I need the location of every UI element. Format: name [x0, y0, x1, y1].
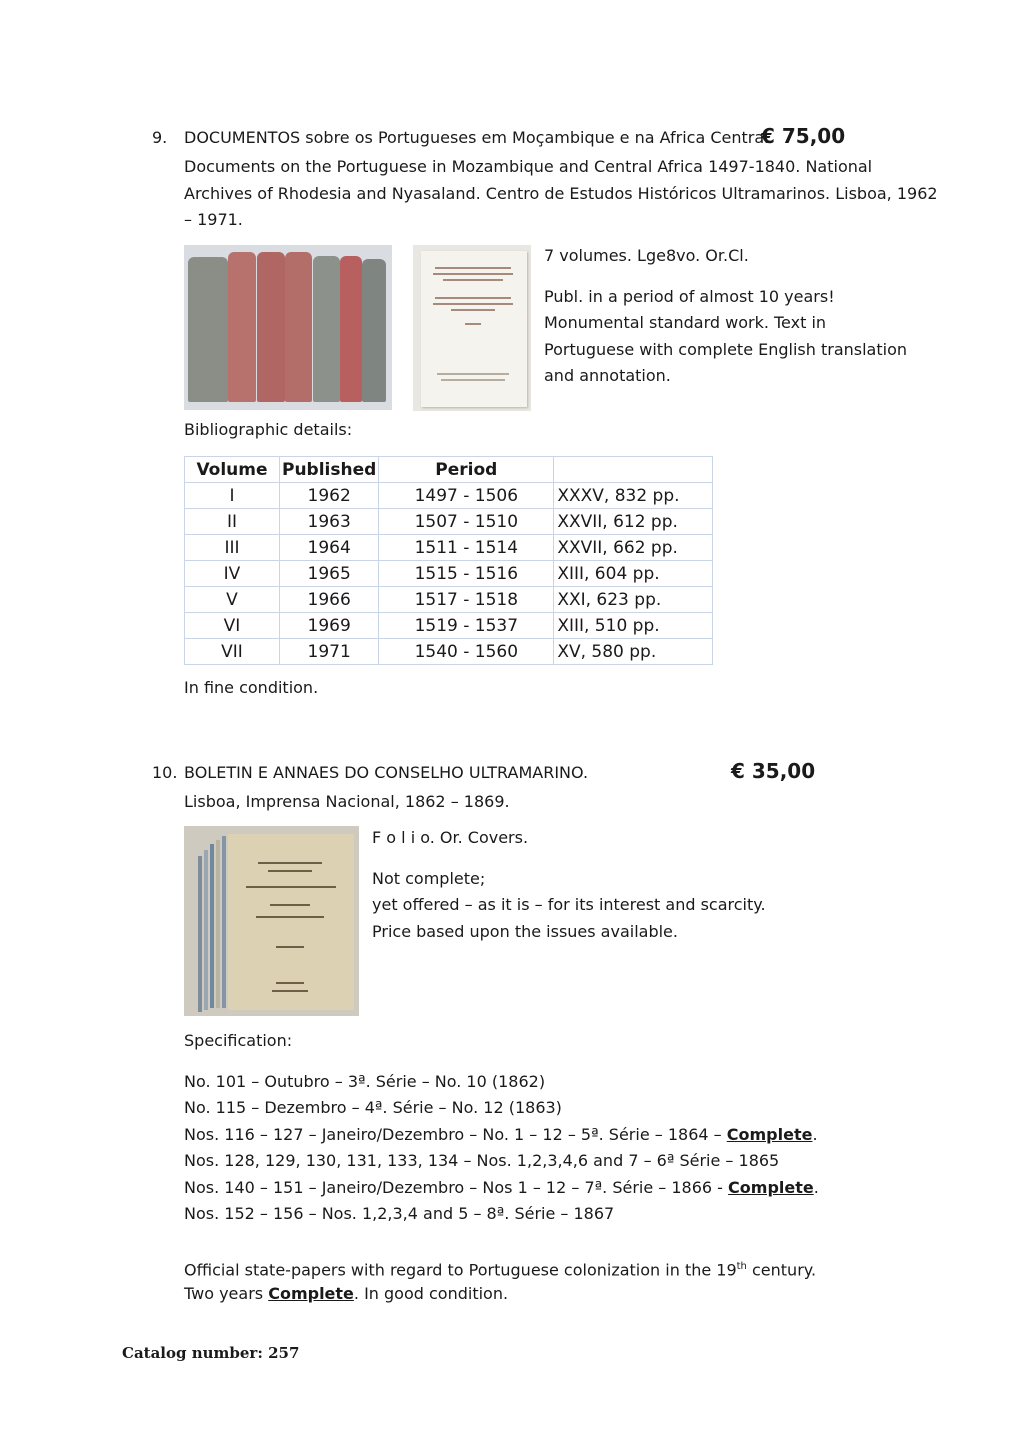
cell-volume: IV: [185, 561, 280, 587]
col-header-pages: [554, 457, 713, 483]
cell-volume: VII: [185, 639, 280, 665]
cell-pages: XXXV, 832 pp.: [554, 483, 713, 509]
cell-volume: II: [185, 509, 280, 535]
complete-mark: Complete: [268, 1284, 354, 1303]
spec-line-5: [184, 1175, 819, 1201]
item-9-title: DOCUMENTOS sobre os Portugueses em Moçambique e na Africa Central.: [184, 128, 774, 147]
item-9-number: 9.: [152, 128, 168, 147]
closing-line-2-end: . In good condition.: [353, 1284, 509, 1303]
catalog-number: Catalog number: 257: [122, 1344, 300, 1362]
table-row: [185, 613, 713, 639]
col-header-period: Period: [379, 457, 554, 483]
item-10-format: F o l i o. Or. Covers.: [372, 828, 529, 847]
cell-pages: XIII, 604 pp.: [554, 561, 713, 587]
table-row: [185, 535, 713, 561]
item-9-format: 7 volumes. Lge8vo. Or.Cl.: [544, 246, 749, 265]
spec-line-2: No. 115 – Dezembro – 4ª. Série – No. 12 (1863): [184, 1098, 562, 1117]
closing-line-1: [184, 1254, 816, 1283]
cell-published: 1965: [280, 561, 379, 587]
table-row: [185, 483, 713, 509]
bibliographic-label: Bibliographic details:: [184, 420, 353, 439]
cell-published: 1966: [280, 587, 379, 613]
spec-line-6: Nos. 152 – 156 – Nos. 1,2,3,4 and 5 – 8ª. Série – 1867: [184, 1204, 615, 1223]
item-10-imprint: Lisboa, Imprensa Nacional, 1862 – 1869.: [184, 792, 510, 811]
cell-period: 1540 - 1560: [379, 639, 554, 665]
cell-volume: V: [185, 587, 280, 613]
ordinal-superscript: th: [736, 1261, 747, 1272]
spec-line-3-end: .: [812, 1125, 818, 1144]
table-row: [185, 639, 713, 665]
cell-period: 1519 - 1537: [379, 613, 554, 639]
item-9-note-2: Monumental standard work. Text in: [544, 313, 827, 332]
title-page-photo: [413, 245, 531, 411]
cell-period: 1497 - 1506: [379, 483, 554, 509]
cell-published: 1969: [280, 613, 379, 639]
table-row: [185, 561, 713, 587]
cell-published: 1962: [280, 483, 379, 509]
item-10-title: BOLETIN E ANNAES DO CONSELHO ULTRAMARINO.: [184, 763, 589, 782]
spec-line-1: No. 101 – Outubro – 3ª. Série – No. 10 (1862): [184, 1072, 546, 1091]
col-header-volume: Volume: [185, 457, 280, 483]
specification-label: Specification:: [184, 1031, 293, 1050]
spec-line-3-text: Nos. 116 – 127 – Janeiro/Dezembro – No. 1 – 12 – 5ª. Série – 1864 –: [184, 1125, 722, 1144]
folio-covers-photo: [184, 826, 359, 1016]
cell-volume: III: [185, 535, 280, 561]
table-header-row: [185, 457, 713, 483]
cell-published: 1964: [280, 535, 379, 561]
item-9-desc-line-2: Archives of Rhodesia and Nyasaland. Centro de Estudos Históricos Ultramarinos. Lisboa, 1962: [184, 184, 938, 203]
bibliographic-table: [184, 456, 713, 665]
item-10-number: 10.: [152, 763, 178, 782]
item-9-note-4: and annotation.: [544, 366, 671, 385]
cell-period: 1511 - 1514: [379, 535, 554, 561]
cell-published: 1963: [280, 509, 379, 535]
closing-line-1-end: century.: [746, 1260, 817, 1280]
item-9-note-3: Portuguese with complete English translation: [544, 340, 908, 359]
cell-period: 1515 - 1516: [379, 561, 554, 587]
item-10-price: € 35,00: [731, 759, 816, 783]
cell-pages: XIII, 510 pp.: [554, 613, 713, 639]
item-10-note-1: Not complete;: [372, 869, 486, 888]
cell-pages: XXVII, 612 pp.: [554, 509, 713, 535]
closing-line-2-text: Two years: [184, 1284, 269, 1303]
item-9-desc-line-1: Documents on the Portuguese in Mozambique and Central Africa 1497-1840. National: [184, 157, 873, 176]
complete-mark: Complete: [728, 1178, 814, 1197]
cell-period: 1507 - 1510: [379, 509, 554, 535]
item-9-condition: In fine condition.: [184, 678, 319, 697]
cell-pages: XXI, 623 pp.: [554, 587, 713, 613]
table-row: [185, 509, 713, 535]
item-9-note-1: Publ. in a period of almost 10 years!: [544, 287, 835, 306]
col-header-published: Published: [280, 457, 379, 483]
closing-line-1-text: Official state-papers with regard to Portuguese colonization in the 19: [184, 1260, 737, 1280]
cell-volume: VI: [185, 613, 280, 639]
complete-mark: Complete: [726, 1125, 813, 1144]
spec-line-5-text: Nos. 140 – 151 – Janeiro/Dezembro – Nos 1 – 12 – 7ª. Série – 1866 -: [184, 1178, 723, 1197]
cell-published: 1971: [280, 639, 379, 665]
spec-line-4: Nos. 128, 129, 130, 131, 133, 134 – Nos. 1,2,3,4,6 and 7 – 6ª Série – 1865: [184, 1151, 780, 1170]
closing-line-2: [184, 1281, 508, 1307]
cell-pages: XV, 580 pp.: [554, 639, 713, 665]
spec-line-5-end: .: [813, 1178, 819, 1197]
cell-volume: I: [185, 483, 280, 509]
item-10-note-2: yet offered – as it is – for its interest and scarcity.: [372, 895, 766, 914]
item-10-note-3: Price based upon the issues available.: [372, 922, 678, 941]
spec-line-3: [184, 1122, 818, 1148]
item-9-price: € 75,00: [761, 124, 846, 148]
table-row: [185, 587, 713, 613]
cell-pages: XXVII, 662 pp.: [554, 535, 713, 561]
book-spines-photo: [184, 245, 392, 410]
cell-period: 1517 - 1518: [379, 587, 554, 613]
item-9-desc-line-3: – 1971.: [184, 210, 243, 229]
